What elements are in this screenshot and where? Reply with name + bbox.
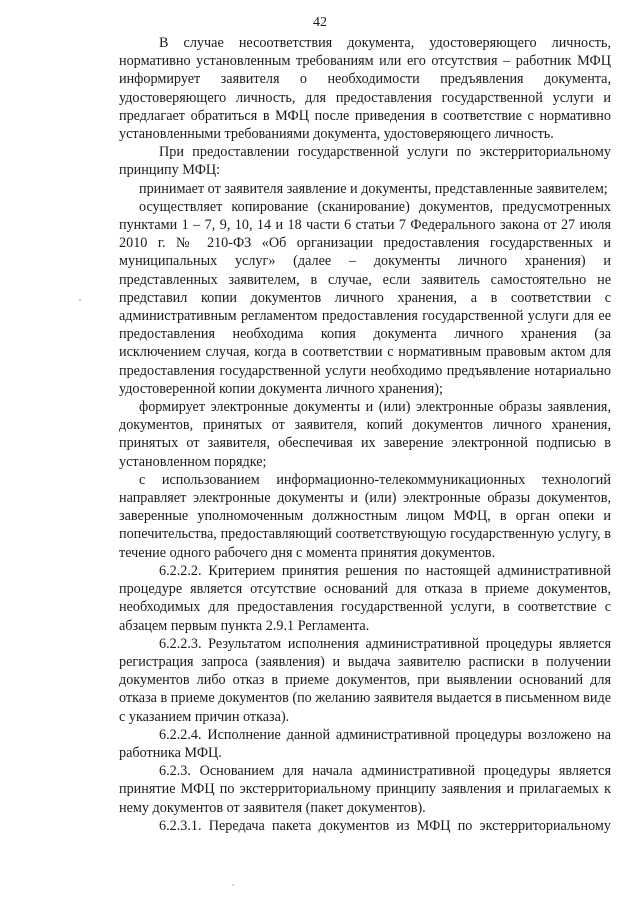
paragraph-6-2-2-3: 6.2.2.3. Результатом исполнения административной процедуры является регистрация запроса (заявления) и выдача заявителю расписки в получении документов либо отказ в приеме документов, при выявлении оснований для отказа в приеме документов (по желанию заявителя выдается в письменном виде с указанием причин отказа). xyxy=(119,635,611,725)
scan-speck-bottom xyxy=(232,884,234,886)
page-number: 42 xyxy=(313,15,327,30)
paragraph-sends-documents: с использованием информационно-телекоммуникационных технологий направляет электронные документы и (или) электронные образы документов, заверенные уполномоченным должностным лицом МФЦ, в орган опеки и попечительства, предоставляющий соответствующую государственную услугу, в течение одного рабочего дня с момента принятия документов. xyxy=(119,471,611,561)
paragraph-extraterritorial-intro: При предоставлении государственной услуги по экстерриториальному принципу МФЦ: xyxy=(119,144,611,179)
paragraph-6-2-3-1: 6.2.3.1. Передача пакета документов из МФЦ по экстерриториальному xyxy=(159,817,611,834)
paragraph-6-2-2-2: 6.2.2.2. Критерием принятия решения по настоящей административной процедуре является отсутствие оснований для отказа в приеме документов, необходимых для предоставления государственной услуги, в соответствие с абзацем первым пункта 2.9.1 Регламента. xyxy=(119,562,611,634)
paragraph-forms-electronic-documents: формирует электронные документы и (или) электронные образы заявления, документов, принятых от заявителя, копий документов личного хранения, принятых от заявителя, обеспечивая их заверение электронной подписью в установленном порядке; xyxy=(119,399,611,470)
paragraph-6-2-2-4: 6.2.2.4. Исполнение данной административной процедуры возложено на работника МФЦ. xyxy=(119,726,611,761)
paragraph-document-mismatch: В случае несоответствия документа, удостоверяющего личность, нормативно установленным требованиям или его отсутствия – работник МФЦ информирует заявителя о необходимости предъявления документа, удостоверяющего личность, для предоставления государственной услуги и предлагает обратиться в МФЦ после приведения в соответствие с нормативно установленными требованиями документа, удостоверяющего личность. xyxy=(119,35,611,143)
paragraph-copying-documents: осуществляет копирование (сканирование) документов, предусмотренных пунктами 1 – 7, 9, 10, 14 и 18 части 6 статьи 7 Федерального закона от 27 июля 2010 г. № 210-ФЗ «Об организации предоставления государственных и муниципальных услуг» (далее – документы личного хранения) и представленных заявителем, в случае, если заявитель самостоятельно не представил копии документов личного хранения, а в соответствии с административным регламентом предоставления государственной услуги для ее предоставления необходима копия документа личного хранения (за исключением случая, когда в соответствии с нормативным правовым актом для предоставления государственной услуги необходимо предъявление нотариально удостоверенной копии документа личного хранения); xyxy=(119,198,611,397)
paragraph-6-2-3: 6.2.3. Основанием для начала административной процедуры является принятие МФЦ по экстерриториальному принципу заявления и прилагаемых к нему документов от заявителя (пакет документов). xyxy=(119,763,611,816)
scan-speck xyxy=(79,299,81,301)
paragraph-accepts-application: принимает от заявителя заявление и документы, представленные заявителем; xyxy=(139,180,608,197)
document-body xyxy=(119,34,611,835)
